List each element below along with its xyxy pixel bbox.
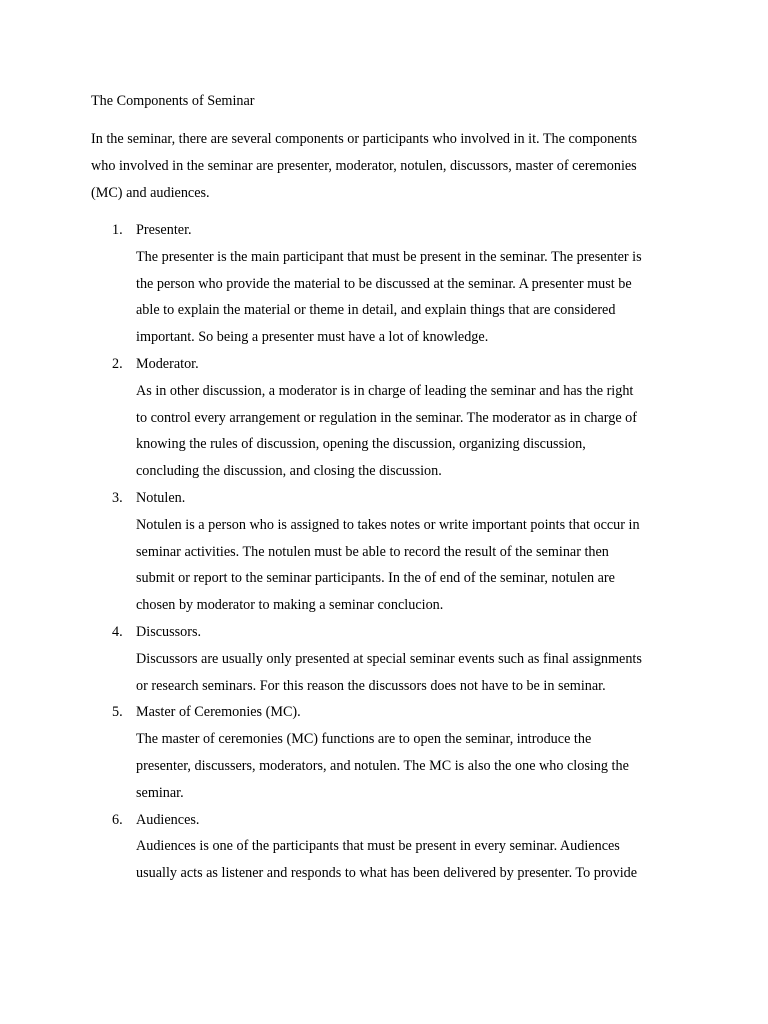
list-item-heading: Audiences. — [136, 811, 200, 828]
list-item-number: 6. — [112, 811, 123, 828]
list-item-text: to control every arrangement or regulation in the seminar. The moderator as in charge of — [136, 409, 637, 426]
document-title: The Components of Seminar — [91, 93, 255, 109]
list-item-notulen — [91, 485, 676, 619]
intro-line: (MC) and audiences. — [91, 184, 210, 201]
list-item-text: As in other discussion, a moderator is in charge of leading the seminar and has the right — [136, 382, 634, 399]
list-item-audiences — [91, 807, 676, 887]
list-item-discussors — [91, 619, 676, 699]
list-item-number: 2. — [112, 355, 123, 372]
list-item-text: usually acts as listener and responds to what has been delivered by presenter. To provide — [136, 865, 638, 882]
intro-paragraph — [91, 126, 676, 206]
list-item-heading: Discussors. — [136, 623, 202, 640]
list-item-text: able to explain the material or theme in detail, and explain things that are considered — [136, 302, 616, 319]
list-item-text: or research seminars. For this reason the discussors does not have to be in seminar. — [136, 677, 606, 694]
list-item-text: seminar activities. The notulen must be able to record the result of the seminar then — [136, 543, 609, 560]
list-item-text: Discussors are usually only presented at special seminar events such as final assignments — [136, 650, 642, 667]
list-item-text: Notulen is a person who is assigned to takes notes or write important points that occur in — [136, 516, 640, 533]
list-item-text: chosen by moderator to making a seminar conclucion. — [136, 597, 444, 614]
list-item-heading: Moderator. — [136, 355, 199, 372]
list-item-text: The presenter is the main participant that must be present in the seminar. The presenter is — [136, 248, 642, 265]
list-item-heading: Presenter. — [136, 222, 192, 238]
list-item-number: 4. — [112, 623, 123, 640]
list-item-text: knowing the rules of discussion, opening the discussion, organizing discussion, — [136, 436, 586, 453]
list-item-text: The master of ceremonies (MC) functions are to open the seminar, introduce the — [136, 731, 592, 748]
list-item-text: important. So being a presenter must have a lot of knowledge. — [136, 329, 489, 346]
list-item-text: concluding the discussion, and closing the discussion. — [136, 463, 442, 480]
list-item-number: 5. — [112, 704, 123, 721]
list-item-number: 1. — [112, 222, 123, 238]
list-item-master-of-ceremonies — [91, 699, 676, 806]
list-item-heading: Notulen. — [136, 489, 186, 506]
list-item-text: seminar. — [136, 784, 184, 801]
list-item-text: presenter, discussers, moderators, and notulen. The MC is also the one who closing the — [136, 757, 629, 774]
intro-line: In the seminar, there are several components or participants who involved in it. The components — [91, 131, 638, 147]
components-list — [91, 217, 676, 887]
list-item-heading: Master of Ceremonies (MC). — [136, 704, 301, 721]
list-item-text: Audiences is one of the participants that must be present in every seminar. Audiences — [136, 838, 620, 855]
list-item-text: submit or report to the seminar participants. In the of end of the seminar, notulen are — [136, 570, 615, 587]
intro-line: who involved in the seminar are presenter, moderator, notulen, discussors, master of ceremonies — [91, 157, 637, 174]
list-item-number: 3. — [112, 489, 123, 506]
list-item-moderator — [91, 351, 676, 485]
list-item-presenter — [91, 217, 676, 351]
list-item-text: the person who provide the material to be discussed at the seminar. A presenter must be — [136, 275, 632, 292]
